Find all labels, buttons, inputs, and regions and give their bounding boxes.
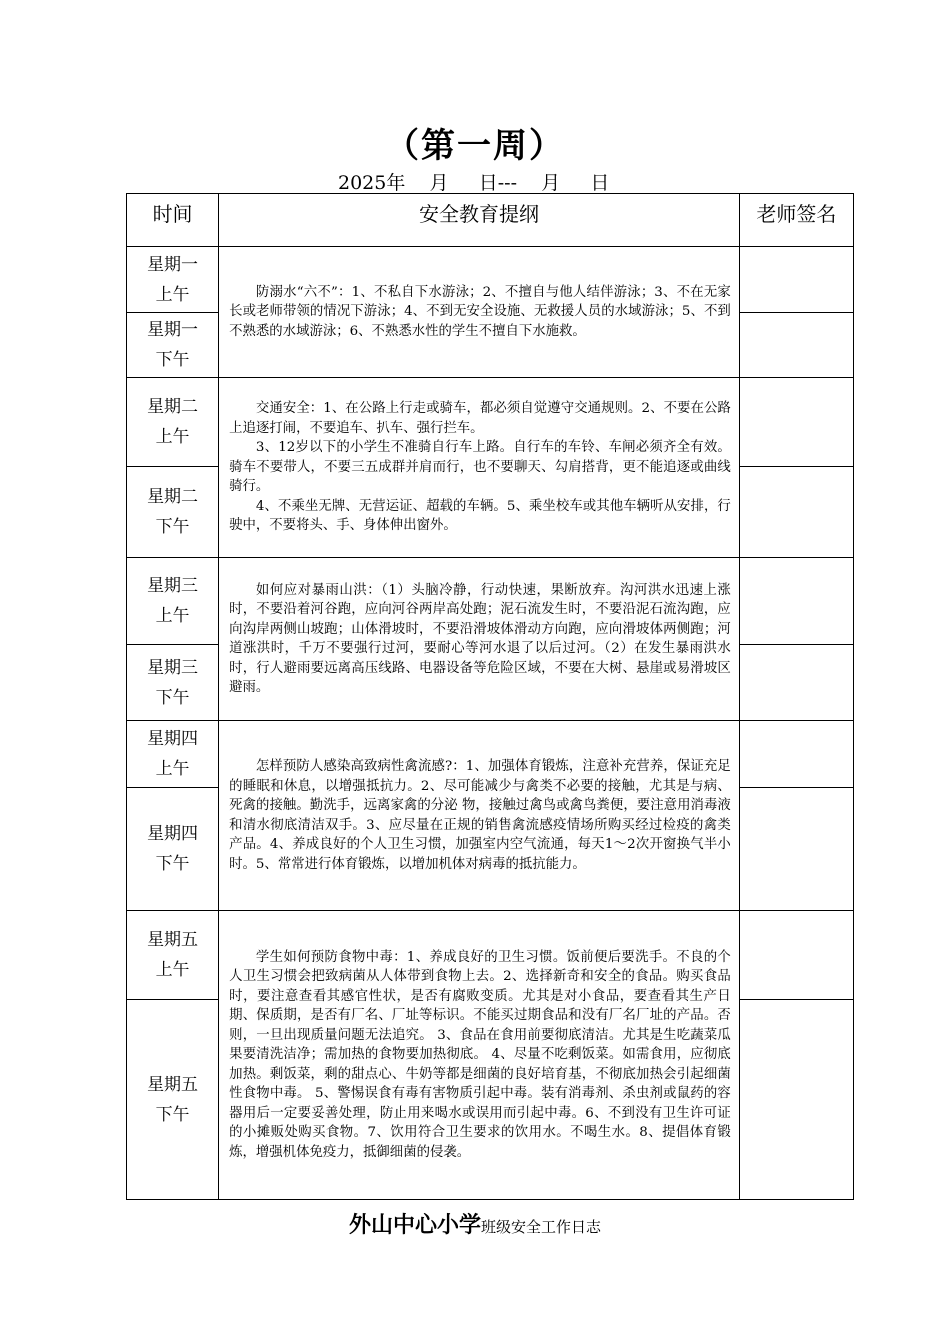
time-mon-pm: 星期一 下午 bbox=[127, 313, 219, 378]
date-month-end: 月 bbox=[541, 172, 561, 194]
time-fri-am: 星期五 上午 bbox=[127, 911, 219, 1000]
table-row bbox=[127, 378, 854, 467]
date-month-start: 月 bbox=[429, 172, 449, 194]
outline-paragraph: 怎样预防人感染高致病性禽流感?：1、加强体育锻炼，注意补充营养，保证充足的睡眠和休息，以增强抵抗力。2、尽可能减少与禽类不必要的接触，尤其是与病、死禽的接触。勤洗手，远离家禽的分泌 物，接触过禽鸟或禽鸟粪便，要注意用消毒液和清水彻底清洁双手。3、应尽量在正规的销售禽流感疫情场所购买经过检疫的禽类产品。4、养成良好的个人卫生习惯，加强室内空气流通，每天1～2次开窗换气半小时。5、常常进行体育锻炼，以增加机体对病毒的抵抗能力。 bbox=[229, 759, 731, 872]
signature-thu-pm[interactable] bbox=[739, 788, 853, 911]
safety-log-table bbox=[126, 193, 854, 1200]
date-day-end: 日 bbox=[590, 172, 610, 194]
table-body bbox=[127, 247, 854, 1200]
page-title: （第一周） bbox=[385, 126, 565, 166]
signature-thu-am[interactable] bbox=[739, 721, 853, 788]
header-teacher-signature: 老师签名 bbox=[739, 194, 853, 247]
table-row bbox=[127, 911, 854, 1000]
time-mon-am: 星期一 上午 bbox=[127, 247, 219, 313]
date-range bbox=[338, 168, 609, 195]
outline-paragraph: 交通安全：1、在公路上行走或骑车，都必须自觉遵守交通规则。2、不要在公路上追逐打闹，不要追车、扒车、强行拦车。 bbox=[229, 401, 731, 436]
outline-wed bbox=[219, 558, 740, 721]
table-row bbox=[127, 558, 854, 645]
time-fri-pm: 星期五 下午 bbox=[127, 1000, 219, 1200]
table-header-row bbox=[127, 194, 854, 247]
signature-tue-pm[interactable] bbox=[739, 467, 853, 558]
outline-fri bbox=[219, 911, 740, 1200]
log-type: 班级安全工作日志 bbox=[481, 1218, 602, 1236]
outline-paragraph: 如何应对暴雨山洪：（1）头脑冷静，行动快速，果断放弃。沟河洪水迅速上涨时，不要沿着河谷跑，应向河谷两岸高处跑；泥石流发生时，不要沿泥石流沟跑，应向沟岸两侧山坡跑；山体滑坡时，不要沿滑坡体滑动方向跑，应向滑坡体两侧跑；河道涨洪时，千万不要强行过河，要耐心等河水退了以后过河。（2）在发生暴雨洪水时，行人避雨要远离高压线路、电器设备等危险区域，不要在大树、悬崖或易滑坡区避雨。 bbox=[229, 582, 731, 695]
signature-fri-am[interactable] bbox=[739, 911, 853, 1000]
header-time: 时间 bbox=[127, 194, 219, 247]
outline-thu bbox=[219, 721, 740, 911]
time-tue-pm: 星期二 下午 bbox=[127, 467, 219, 558]
signature-mon-am[interactable] bbox=[739, 247, 853, 313]
signature-mon-pm[interactable] bbox=[739, 313, 853, 378]
school-name: 外山中心小学 bbox=[348, 1213, 481, 1238]
header-outline: 安全教育提纲 bbox=[219, 194, 740, 247]
outline-tue bbox=[219, 378, 740, 558]
signature-wed-am[interactable] bbox=[739, 558, 853, 645]
time-thu-pm: 星期四 下午 bbox=[127, 788, 219, 911]
time-wed-pm: 星期三 下午 bbox=[127, 645, 219, 721]
time-wed-am: 星期三 上午 bbox=[127, 558, 219, 645]
signature-tue-am[interactable] bbox=[739, 378, 853, 467]
outline-mon bbox=[219, 247, 740, 378]
date-year: 2025年 bbox=[338, 172, 406, 194]
date-day-start: 日--- bbox=[478, 172, 518, 194]
signature-fri-pm[interactable] bbox=[739, 1000, 853, 1200]
time-tue-am: 星期二 上午 bbox=[127, 378, 219, 467]
time-thu-am: 星期四 上午 bbox=[127, 721, 219, 788]
table-row bbox=[127, 247, 854, 313]
outline-paragraph: 防溺水“六不”：1、不私自下水游泳；2、不擅自与他人结伴游泳；3、不在无家长或老师带领的情况下游泳；4、不到无安全设施、无救援人员的水域游泳；5、不到不熟悉的水域游泳；6、不熟悉水性的学生不擅自下水施救。 bbox=[229, 284, 731, 339]
outline-paragraph: 3、12岁以下的小学生不准骑自行车上路。自行车的车铃、车闸必须齐全有效。骑车不要带人，不要三五成群并肩而行，也不要聊天、勾肩搭背，更不能追逐或曲线骑行。 bbox=[229, 440, 731, 495]
table-row bbox=[127, 721, 854, 788]
outline-paragraph: 4、不乘坐无牌、无营运证、超载的车辆。5、乘坐校车或其他车辆听从安排，行驶中，不要将头、手、身体伸出窗外。 bbox=[229, 498, 731, 534]
signature-wed-pm[interactable] bbox=[739, 645, 853, 721]
outline-paragraph: 学生如何预防食物中毒：1、养成良好的卫生习惯。饭前便后要洗手。不良的个人卫生习惯会把致病菌从人体带到食物上去。2、选择新奇和安全的食品。购买食品时，要注意查看其感官性状，是否有腐败变质。尤其是对小食品，要查看其生产日期、保质期，是否有厂名、厂址等标识。不能买过期食品和没有厂名厂址的产品。否则，一旦出现质量问题无法追究。 3、食品在食用前要彻底清洁。尤其是生吃蔬菜瓜果要清洗洁净；需加热的食物要加热彻底。 4、尽量不吃剩饭菜。如需食用，应彻底加热。剩饭菜，剩的甜点心、牛奶等都是细菌的良好培育基，不彻底加热会引起细菌性食物中毒。 5、警惕误食有毒有害物质引起中毒。装有消毒剂、杀虫剂或鼠药的容器用后一定要妥善处理，防止用来喝水或误用而引起中毒。6、不到没有卫生许可证的小摊贩处购买食物。7、饮用符合卫生要求的饮用水。不喝生水。8、提倡体育锻炼，增强机体免疫力，抵御细菌的侵袭。 bbox=[229, 949, 731, 1160]
page-footer bbox=[0, 1208, 950, 1239]
